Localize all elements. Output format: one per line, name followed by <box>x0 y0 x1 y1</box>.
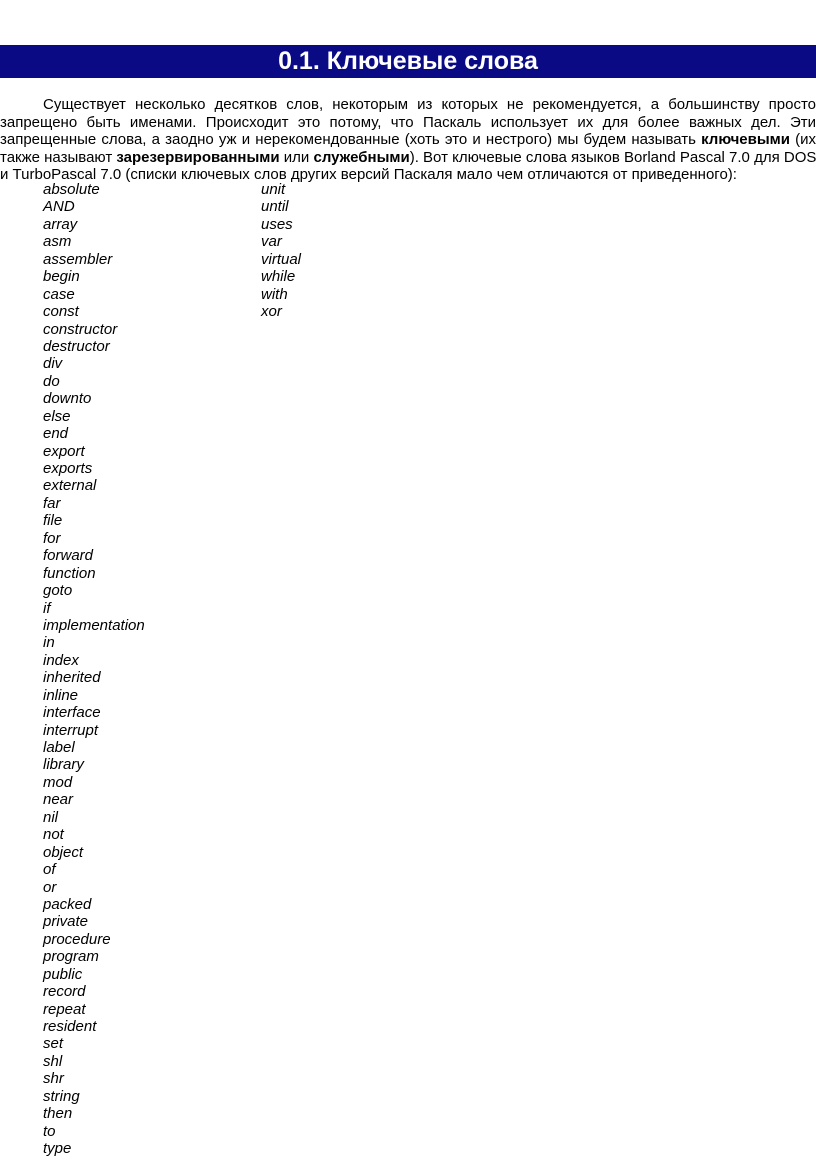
intro-paragraph <box>0 96 816 184</box>
intro-line-3-tail: (их <box>789 131 816 148</box>
keyword-item: if <box>43 599 51 617</box>
intro-line-4-text: также называют <box>0 148 117 166</box>
keyword-item: shl <box>43 1052 63 1070</box>
keyword-item: type <box>43 1140 72 1158</box>
keyword-item: const <box>43 303 79 321</box>
keyword-item: resident <box>43 1018 97 1035</box>
intro-line-1: Существует несколько десятков слов, некоторым из которых не рекомендуется, а большинству просто <box>43 96 816 113</box>
keyword-item: far <box>43 494 61 512</box>
keyword-item: uses <box>261 215 293 233</box>
keyword-item: record <box>43 983 86 1001</box>
keyword-item: near <box>43 791 74 809</box>
keyword-item: not <box>43 826 64 844</box>
keyword-item: array <box>43 215 78 233</box>
keyword-item: repeat <box>43 1000 86 1018</box>
keyword-item: var <box>261 233 282 251</box>
keyword-item: AND <box>43 198 75 216</box>
keyword-item: in <box>43 634 55 652</box>
section-title: 0.1. Ключевые слова <box>0 45 816 78</box>
intro-line-5: и TurboPascal 7.0 (списки ключевых слов других версий Паскаля мало чем отличаются от приведенного): <box>0 166 737 183</box>
keyword-item: goto <box>43 582 73 600</box>
keyword-list-column-2 <box>261 181 301 321</box>
keyword-item: with <box>261 285 288 303</box>
keyword-item: mod <box>43 773 73 791</box>
keyword-item: constructor <box>43 320 118 338</box>
intro-line-2: запрещено быть именами. Происходит это потому, что Паскаль использует их для более важных дел. Эти <box>0 113 816 131</box>
keyword-item: public <box>43 965 83 983</box>
keyword-item: unit <box>261 181 286 198</box>
intro-line-3-text: запрещенные слова, а заодно уж и нерекомендованные (хоть это и нестрого) мы будем называть <box>0 131 702 148</box>
keyword-item: private <box>43 913 89 931</box>
keyword-item: string <box>43 1087 80 1105</box>
keyword-item: div <box>43 355 63 373</box>
keyword-item: assembler <box>43 250 113 268</box>
keyword-item: interrupt <box>43 721 99 739</box>
keyword-item: external <box>43 477 97 495</box>
keyword-item: inline <box>43 686 79 704</box>
keyword-item: xor <box>261 303 282 321</box>
keyword-item: packed <box>43 895 92 913</box>
keyword-item: begin <box>43 268 80 286</box>
keyword-item: shr <box>43 1070 64 1088</box>
keyword-item: virtual <box>261 250 302 268</box>
keyword-item: procedure <box>43 930 111 948</box>
keyword-item: export <box>43 442 85 460</box>
intro-line-4 <box>0 149 816 167</box>
keyword-item: inherited <box>43 669 101 687</box>
keyword-item: object <box>43 843 84 861</box>
keyword-item: of <box>43 861 56 879</box>
keyword-item: to <box>43 1122 56 1140</box>
keyword-item: nil <box>43 808 59 826</box>
keyword-item: asm <box>43 233 72 251</box>
term-reserved: зарезервированными <box>116 148 280 166</box>
keyword-list-column-1 <box>43 181 145 1158</box>
keyword-item: label <box>43 739 75 756</box>
keyword-item: function <box>43 564 96 582</box>
intro-line-3 <box>0 131 816 149</box>
keyword-item: or <box>43 878 57 896</box>
keyword-item: absolute <box>43 181 100 198</box>
keyword-item: interface <box>43 704 101 722</box>
keyword-item: else <box>43 407 71 425</box>
keyword-item: case <box>43 285 75 303</box>
keyword-item: end <box>43 425 69 443</box>
keyword-item: downto <box>43 390 92 408</box>
keyword-item: destructor <box>43 337 110 355</box>
keyword-item: exports <box>43 460 93 477</box>
keyword-item: forward <box>43 547 94 565</box>
term-keywords: ключевыми <box>701 131 790 148</box>
keyword-item: file <box>43 512 63 530</box>
keyword-item: program <box>43 948 99 966</box>
keyword-item: while <box>261 268 296 286</box>
intro-line-4-tail: ). Вот ключевые слова языков Borland Pascal 7.0 для DOS <box>409 148 816 166</box>
keyword-item: then <box>43 1105 73 1123</box>
keyword-item: until <box>261 198 289 216</box>
keyword-item: library <box>43 756 84 774</box>
keyword-item: index <box>43 651 79 669</box>
keyword-item: for <box>43 529 61 547</box>
keyword-item: implementation <box>43 616 145 634</box>
term-service: служебными <box>313 148 410 166</box>
keyword-item: set <box>43 1035 64 1053</box>
keyword-item: do <box>43 372 60 390</box>
intro-line-4-or: или <box>279 148 314 166</box>
